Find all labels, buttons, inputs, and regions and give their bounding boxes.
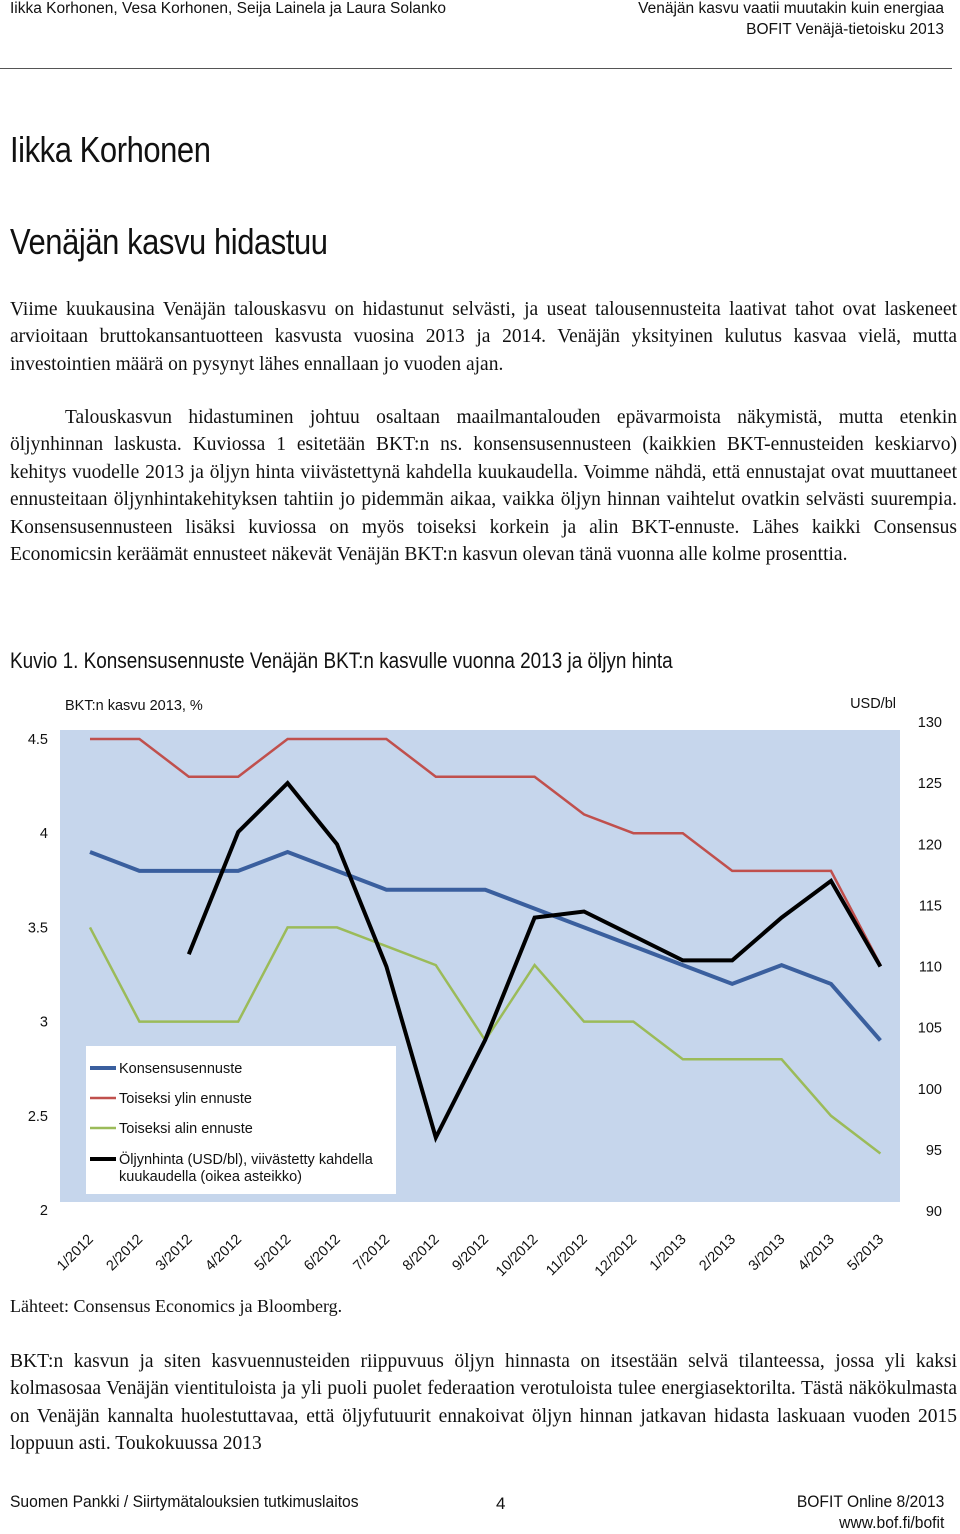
x-tick-label: 9/2012 bbox=[449, 1231, 493, 1275]
left-tick-label: 2 bbox=[39, 1203, 48, 1219]
right-tick-label: 95 bbox=[925, 1142, 942, 1159]
left-tick-label: 2.5 bbox=[27, 1108, 48, 1125]
right-tick-label: 110 bbox=[918, 959, 942, 976]
paragraph-body: Talouskasvun hidastuminen johtuu osaltaan maailmantalouden epävarmoista näkymistä, mutta etenkin öljynhinnan laskusta. Kuviossa 1 esitetään BKT:n ns. konsensusennusteen (kaikkien BKT-ennusteiden keskiarvo) kehitys vuodelle 2013 ja öljyn hinta viivästettynä kahdella kuukaudella. Voimme nähdä, että ennustajat ovat muuttaneet ennusteitaan öljynhintakehityksen tahtiin jo pidemmän aikaa, vaikka öljyn hinnan vaihtelut ovatkin selvästi suurempia. Konsensusennusteen lisäksi kuviossa on myös toiseksi korkein ja alin BKT-ennuste. Lähes kaikki Consensus Economicsin keräämät ennusteet näkevät Venäjän BKT:n kasvun olevan tänä vuonna alle kolme prosenttia. bbox=[10, 407, 957, 566]
left-axis-label: BKT:n kasvu 2013, % bbox=[65, 698, 203, 714]
right-tick-label: 100 bbox=[917, 1081, 942, 1098]
x-tick-label: 7/2012 bbox=[350, 1231, 394, 1275]
author-name: Iikka Korhonen bbox=[10, 129, 211, 170]
right-tick-label: 125 bbox=[917, 776, 942, 793]
figure-caption: Kuvio 1. Konsensusennuste Venäjän BKT:n kasvulle vuonna 2013 ja öljyn hinta bbox=[10, 648, 673, 673]
left-axis-ticks bbox=[28, 732, 48, 1219]
gdp-oil-line-chart bbox=[0, 690, 960, 1290]
header-authors: Iikka Korhonen, Vesa Korhonen, Seija Lainela ja Laura Solanko bbox=[10, 0, 447, 17]
x-tick-label: 4/2012 bbox=[202, 1231, 246, 1275]
x-tick-label: 3/2013 bbox=[745, 1231, 789, 1275]
legend-label-0: Konsensusennuste bbox=[119, 1061, 243, 1077]
header-publication: BOFIT Venäjä-tietoisku 2013 bbox=[746, 21, 944, 38]
x-tick-label: 1/2013 bbox=[646, 1231, 690, 1275]
right-tick-label: 90 bbox=[925, 1204, 942, 1220]
left-tick-label: 4 bbox=[39, 826, 48, 843]
header-divider bbox=[0, 68, 952, 69]
right-tick-label: 130 bbox=[917, 715, 942, 731]
x-tick-label: 1/2012 bbox=[54, 1231, 97, 1275]
right-tick-label: 115 bbox=[918, 898, 942, 915]
right-axis-ticks bbox=[918, 715, 942, 1220]
x-tick-label: 8/2012 bbox=[399, 1231, 443, 1275]
legend-label-4: kuukaudella (oikea asteikko) bbox=[119, 1169, 302, 1185]
x-axis-ticks bbox=[54, 1232, 887, 1280]
x-tick-label: 5/2013 bbox=[844, 1231, 888, 1275]
x-tick-label: 3/2012 bbox=[152, 1231, 196, 1275]
x-tick-label: 6/2012 bbox=[301, 1231, 344, 1275]
paragraph-intro: Viime kuukausina Venäjän talouskasvu on hidastunut selvästi, ja useat talousennusteita laativat tahot ovat laskeneet arvioitaan bruttokansantuotteen kasvusta vuosina 2013 ja 2014. Venäjän yksityinen kulutus kasvaa vielä, mutta investointien määrä on pysynyt lähes ennallaan jo vuoden ajan. bbox=[10, 299, 957, 375]
footer-institution: Suomen Pankki / Siirtymätalouksien tutkimuslaitos bbox=[10, 1492, 359, 1511]
footer-issue: BOFIT Online 8/2013 bbox=[796, 1492, 944, 1511]
legend-label-3: Öljynhinta (USD/bl), viivästetty kahdella bbox=[119, 1152, 373, 1168]
footer-page-number: 4 bbox=[496, 1494, 506, 1513]
x-tick-label: 4/2013 bbox=[795, 1231, 838, 1275]
x-tick-label: 5/2012 bbox=[251, 1231, 295, 1275]
x-tick-label: 2/2012 bbox=[103, 1231, 147, 1275]
left-tick-label: 3 bbox=[39, 1014, 48, 1031]
legend-label-1: Toiseksi ylin ennuste bbox=[119, 1091, 252, 1107]
right-axis-label: USD/bl bbox=[850, 696, 896, 712]
paragraph-continued: BKT:n kasvun ja siten kasvuennusteiden riippuvuus öljyn hinnasta on itsestään selvä tilanteessa, jossa yli kaksi kolmasosaa Venäjän vientituloista ja yli puoli puolet federaation verotuloista tulee energiasektorilta. Tästä näkökulmasta on Venäjän kannalta huolestuttavaa, että öljyfutuurit ennakoivat öljyn hinnan jatkavan hidasta laskuaan vuoden 2015 loppuun asti. Toukokuussa 2013 bbox=[10, 1351, 957, 1455]
legend-label-2: Toiseksi alin ennuste bbox=[119, 1121, 253, 1137]
right-tick-label: 120 bbox=[917, 837, 942, 854]
footer-url: www.bof.fi/bofit bbox=[838, 1513, 944, 1532]
x-tick-label: 10/2012 bbox=[493, 1231, 542, 1280]
x-tick-label: 11/2012 bbox=[543, 1231, 591, 1280]
left-tick-label: 3.5 bbox=[27, 920, 48, 937]
left-tick-label: 4.5 bbox=[27, 732, 48, 748]
x-tick-label: 2/2013 bbox=[696, 1231, 740, 1275]
figure-source: Lähteet: Consensus Economics ja Bloomberg. bbox=[10, 1296, 343, 1316]
article-title: Venäjän kasvu hidastuu bbox=[10, 221, 328, 262]
x-tick-label: 12/2012 bbox=[591, 1231, 641, 1280]
right-tick-label: 105 bbox=[917, 1020, 942, 1037]
header-article-title: Venäjän kasvu vaatii muutakin kuin energiaa bbox=[638, 0, 944, 17]
